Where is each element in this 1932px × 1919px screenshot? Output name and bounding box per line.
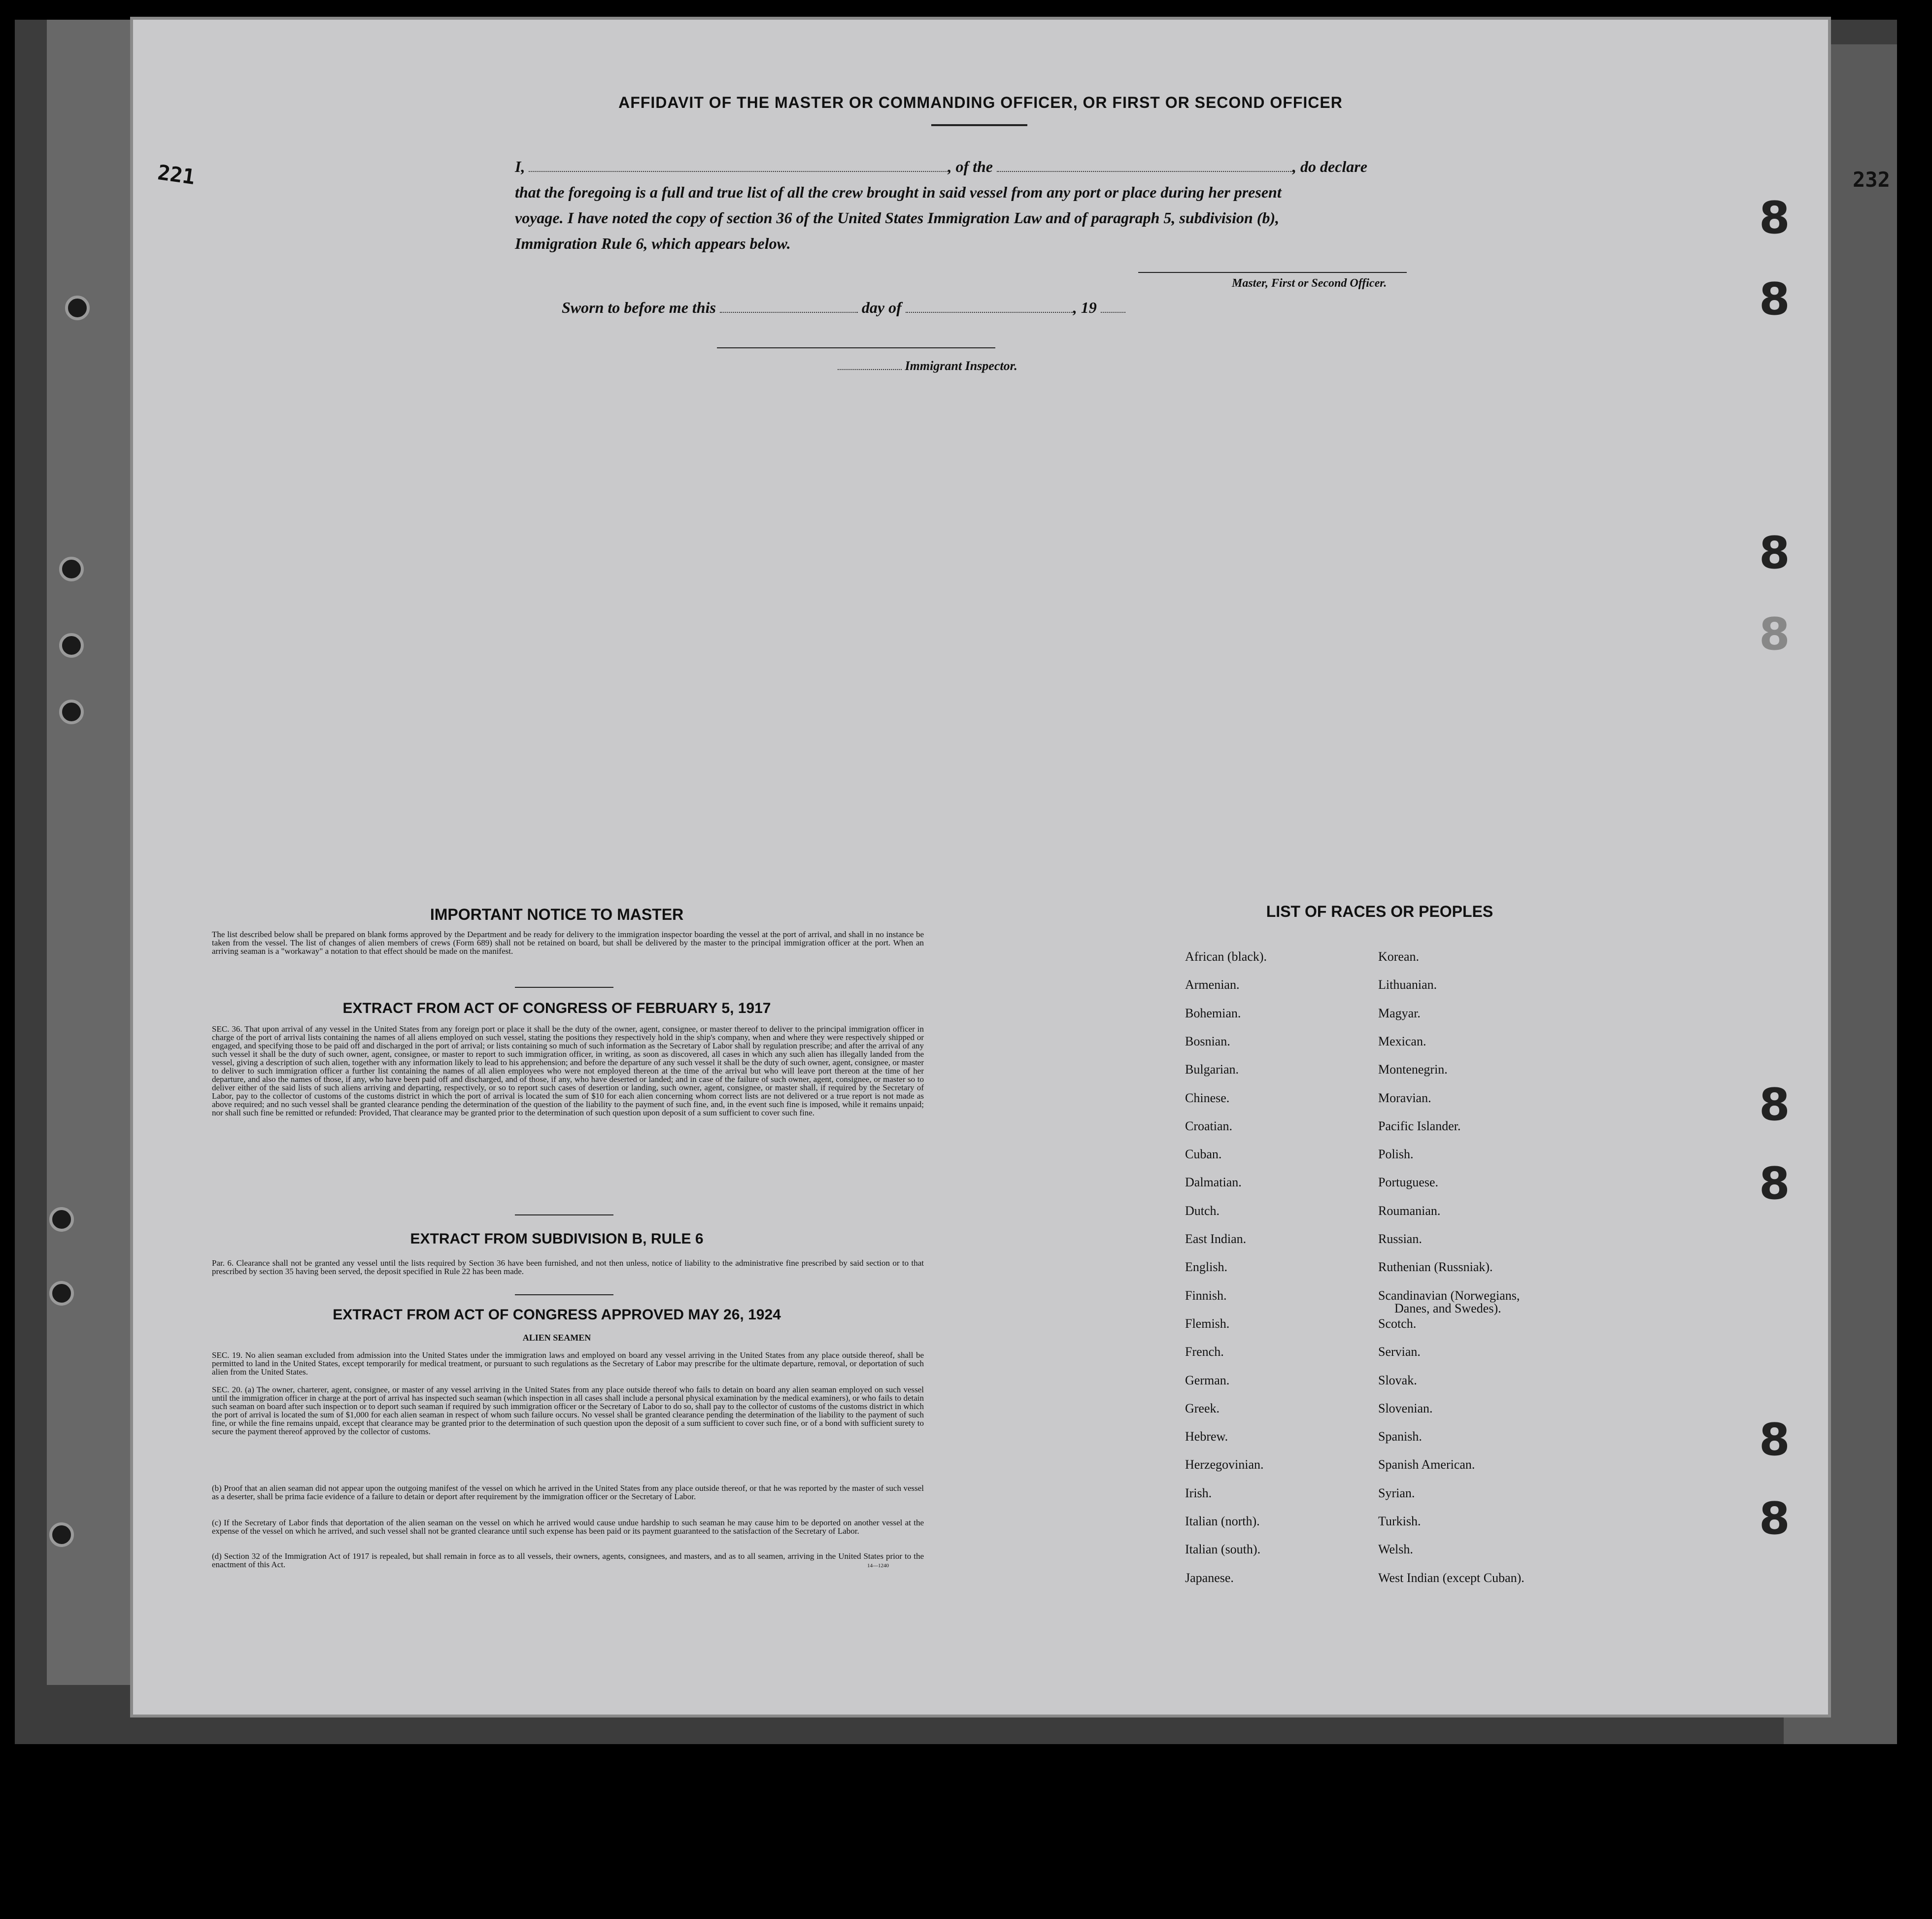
- race-item: Herzegovinian.: [1185, 1457, 1264, 1472]
- race-item: Korean.: [1378, 949, 1420, 964]
- race-item: Slovenian.: [1378, 1401, 1433, 1415]
- race-item: Roumanian.: [1378, 1203, 1441, 1218]
- race-item: Lithuanian.: [1378, 977, 1437, 992]
- extract-1924-title: EXTRACT FROM ACT OF CONGRESS APPROVED MAY 26, 1924: [333, 1307, 781, 1323]
- binder-clip: 8: [1759, 1414, 1790, 1466]
- vessel-blank[interactable]: [997, 160, 1292, 172]
- race-item: Servian.: [1378, 1345, 1421, 1359]
- inspector-text: Immigrant Inspector.: [905, 359, 1017, 373]
- race-item: Spanish American.: [1378, 1457, 1475, 1472]
- extract-1917-title: EXTRACT FROM ACT OF CONGRESS OF FEBRUARY 5, 1917: [342, 1000, 771, 1016]
- master-signature-label: Master, First or Second Officer.: [1232, 277, 1387, 290]
- race-item: Moravian.: [1378, 1090, 1431, 1105]
- race-item: Flemish.: [1185, 1316, 1230, 1331]
- race-item: Slovak.: [1378, 1373, 1417, 1387]
- rule6-body: Par. 6. Clearance shall not be granted any vessel until the lists required by Section 36 have been furnished, and not then unless, notice of liability to the administrative fine prescribed by said section or to that prescribed by section 35 having been served, the deposit specified in Rule 22 has been made.: [212, 1258, 924, 1276]
- sworn-line: [562, 295, 1252, 320]
- race-item: Bulgarian.: [1185, 1062, 1239, 1077]
- race-item: Russian.: [1378, 1232, 1422, 1246]
- binding-hole: [65, 296, 90, 320]
- race-item: Bosnian.: [1185, 1034, 1230, 1048]
- stamp-number-right: 232: [1853, 168, 1890, 192]
- race-item: Cuban.: [1185, 1147, 1222, 1162]
- affidavit-line3: voyage. I have noted the copy of section 36 of the United States Immigration Law and of paragraph 5, subdivision (b),: [515, 209, 1280, 227]
- sworn-day-blank[interactable]: [720, 301, 858, 313]
- race-item: Portuguese.: [1378, 1175, 1439, 1190]
- race-item: Bohemian.: [1185, 1006, 1241, 1020]
- binding-hole: [49, 1281, 74, 1306]
- binding-hole: [59, 557, 84, 581]
- binder-clip: 8: [1759, 608, 1790, 660]
- sworn-day-of: day of: [861, 299, 902, 316]
- race-item: Polish.: [1378, 1147, 1414, 1162]
- race-item: Mexican.: [1378, 1034, 1426, 1048]
- race-item: Chinese.: [1185, 1090, 1230, 1105]
- sworn-month-blank[interactable]: [906, 301, 1073, 313]
- alien-seamen-subtitle: ALIEN SEAMEN: [522, 1333, 591, 1343]
- race-item: Ruthenian (Russniak).: [1378, 1260, 1493, 1275]
- extract-1924-sec20a: SEC. 20. (a) The owner, charterer, agent, consignee, or master of any vessel arriving in the United States from any place outside thereof who fails to detain on board any alien seaman employed on such vessel until the immigration officer in charge at the port of arrival has inspected such seaman (which inspection in all cases shall include a personal physical examination by the medical examiners), or who fails to detain such seaman on board after such inspection or to deport such seaman if required by such immigration officer or the Secretary of Labor to do so, shall pay to the collector of customs of the customs district in which the port of arrival is located the sum of $1,000 for each alien seaman in respect of whom such failure occurs. No vessel shall be granted clearance pending the determination of the liability to the payment of such fine, or while the fine remains unpaid, except that clearance may be granted prior to the determination of such question upon the deposit of a sum sufficient to cover such fine, or of a bond with sufficient surety to secure the payment thereof approved by the collector of customs.: [212, 1385, 924, 1436]
- race-item: German.: [1185, 1373, 1230, 1387]
- race-item: Turkish.: [1378, 1514, 1421, 1528]
- binding-hole: [49, 1207, 74, 1232]
- race-item: Italian (north).: [1185, 1514, 1260, 1528]
- extract-1924-sec20d: (d) Section 32 of the Immigration Act of 1917 is repealed, but shall remain in force as to all vessels, their owners, agents, consignees, and masters, and as to all seamen, arriving in the United States prior to the enactment of this Act.: [212, 1551, 924, 1569]
- race-item: Dalmatian.: [1185, 1175, 1242, 1190]
- race-item: Spanish.: [1378, 1429, 1422, 1444]
- race-item: Magyar.: [1378, 1006, 1421, 1020]
- race-item: Scandinavian (Norwegians,: [1378, 1288, 1520, 1303]
- race-item: Danes, and Swedes).: [1394, 1301, 1501, 1315]
- extract-1917-body: SEC. 36. That upon arrival of any vessel in the United States from any foreign port or place it shall be the duty of the owner, agent, consignee, or master thereof to deliver to the principal immigration officer in charge of the port of arrival lists containing the names of all aliens employed on such vessel, stating the positions they respectively hold in the ship's company, when and where they were respectively shipped or engaged, and specifying those to be paid off and discharged in the port of arrival; or lists containing so much of such information as the Secretary of Labor shall by regulation prescribe; and after the arrival of any such vessel it shall be the duty of such owner, agent, consignee, or master to report to such immigration officer, in writing, as soon as discovered, all cases in which any such alien has illegally landed from the vessel, giving a description of such alien, together with any information likely to lead to his apprehension; and before the departure of any such vessel it shall be the duty of such owner, agent, consignee, or master to deliver to such immigration officer a further list containing the names of all alien employees who were not employed thereon at the time of the arrival but who will leave port thereon at the time of her departure, and also the names of those, if any, who have been paid off and discharged, and of those, if any, who have deserted or landed; and in case of the failure of such owner, agent, consignee, or master so to deliver either of the said lists of such aliens arriving and departing, respectively, or so to report such cases of desertion or landing, such owner, agent, consignee, or master shall, if required by the Secretary of Labor, pay to the collector of customs of the customs district in which the port of arrival is located the sum of $10 for each alien concerning whom correct lists are not delivered or a true report is not made as above required; and no such vessel shall be granted clearance pending the determination of the question of the liability to the payment of such fine, and, in the event such fine is imposed, while it remains unpaid; nor shall such fine be remitted or refunded: Provided, That clearance may be granted prior to the determination of such question upon deposit of a sum sufficient to cover such fine.: [212, 1024, 924, 1117]
- title-rule: [931, 124, 1027, 126]
- affidavit-title: AFFIDAVIT OF THE MASTER OR COMMANDING OFFICER, OR FIRST OR SECOND OFFICER: [618, 94, 1343, 111]
- form-number: 14—1240: [867, 1563, 889, 1569]
- race-item: Pacific Islander.: [1378, 1118, 1461, 1133]
- sworn-year-blank[interactable]: [1101, 301, 1125, 313]
- races-title: LIST OF RACES OR PEOPLES: [1266, 903, 1493, 920]
- race-item: French.: [1185, 1345, 1224, 1359]
- inspector-signature-line[interactable]: [717, 347, 995, 348]
- binder-clip: 8: [1759, 192, 1790, 244]
- extract-1924-sec19: SEC. 19. No alien seaman excluded from admission into the United States under the immigration laws and employed on board any vessel arriving in the United States from any place outside thereof, shall be permitted to land in the United States, except temporarily for medical treatment, or pursuant to such regulations as the Secretary of Labor may prescribe for the ultimate departure, removal, or deportation of such alien from the United States.: [212, 1350, 924, 1377]
- binder-clip: 8: [1759, 1493, 1790, 1545]
- race-item: Italian (south).: [1185, 1542, 1261, 1557]
- affidavit-i: I,: [515, 158, 525, 175]
- race-item: East Indian.: [1185, 1232, 1247, 1246]
- affidavit-line4: Immigration Rule 6, which appears below.: [515, 235, 791, 252]
- notice-body: The list described below shall be prepared on blank forms approved by the Department and be ready for delivery to the immigration inspector boarding the vessel at the port of arrival, and shall in no instance be taken from the vessel. The list of changes of alien members of crews (Form 689) shall not be retained on board, but shall be delivered by the master to the principal immigration officer at the port. When an arriving seaman is a "workaway" a notation to that effect should be made on the manifest.: [212, 930, 924, 956]
- rule6-title: EXTRACT FROM SUBDIVISION B, RULE 6: [410, 1231, 704, 1247]
- affidavit-line1: [515, 154, 1444, 179]
- binding-hole: [49, 1522, 74, 1547]
- race-item: Finnish.: [1185, 1288, 1227, 1303]
- race-item: Welsh.: [1378, 1542, 1413, 1557]
- document-page: [133, 20, 1828, 1715]
- extract-1924-sec20c: (c) If the Secretary of Labor finds that deportation of the alien seaman on the vessel on which he arrived would cause undue hardship to such seaman he may cause him to be deported on another vessel at the expense of the vessel on which he arrived, and such vessel shall not be granted clearance until such expense has been paid or its payment guaranteed to the satisfaction of the Secretary of Labor.: [212, 1518, 924, 1536]
- race-item: English.: [1185, 1260, 1227, 1275]
- race-item: Greek.: [1185, 1401, 1220, 1415]
- divider: [515, 1294, 613, 1295]
- binding-hole: [59, 633, 84, 658]
- binding-strip: [47, 20, 136, 1685]
- extract-1924-sec20b: (b) Proof that an alien seaman did not appear upon the outgoing manifest of the vessel on which he arrived in the United States from any place outside thereof, or that he was reported by the master of such vessel as a deserter, shall be prima facie evidence of a failure to detain or deport after requirement by the immigration officer or the Secretary of Labor.: [212, 1483, 924, 1501]
- binder-clip: 8: [1759, 1079, 1790, 1131]
- affidavit-declare: , do declare: [1292, 158, 1367, 175]
- affidavit-line2: that the foregoing is a full and true list of all the crew brought in said vessel from any port or place during her present: [515, 183, 1282, 201]
- sworn-text: Sworn to before me this: [562, 299, 716, 316]
- inspector-label: [838, 359, 1017, 373]
- race-item: Armenian.: [1185, 977, 1240, 992]
- name-blank[interactable]: [529, 160, 948, 172]
- race-item: Japanese.: [1185, 1570, 1234, 1585]
- master-signature-line[interactable]: [1138, 272, 1407, 273]
- divider: [515, 1214, 613, 1215]
- race-item: Scotch.: [1378, 1316, 1417, 1331]
- notice-title: IMPORTANT NOTICE TO MASTER: [430, 906, 684, 923]
- race-item: Irish.: [1185, 1485, 1212, 1500]
- binding-hole: [59, 700, 84, 724]
- race-item: Syrian.: [1378, 1485, 1415, 1500]
- race-item: West Indian (except Cuban).: [1378, 1570, 1525, 1585]
- race-item: Dutch.: [1185, 1203, 1220, 1218]
- binder-clip: 8: [1759, 273, 1790, 325]
- race-item: Montenegrin.: [1378, 1062, 1448, 1077]
- race-item: Croatian.: [1185, 1118, 1233, 1133]
- sworn-year: , 19: [1073, 299, 1097, 316]
- race-item: African (black).: [1185, 949, 1267, 964]
- binder-clip: 8: [1759, 1158, 1790, 1210]
- race-item: Hebrew.: [1185, 1429, 1228, 1444]
- affidavit-of-the: , of the: [948, 158, 993, 175]
- binder-clip: 8: [1759, 527, 1790, 579]
- divider: [515, 987, 613, 988]
- stamp-number-left: 221: [156, 160, 197, 190]
- inspector-blank[interactable]: [838, 362, 902, 370]
